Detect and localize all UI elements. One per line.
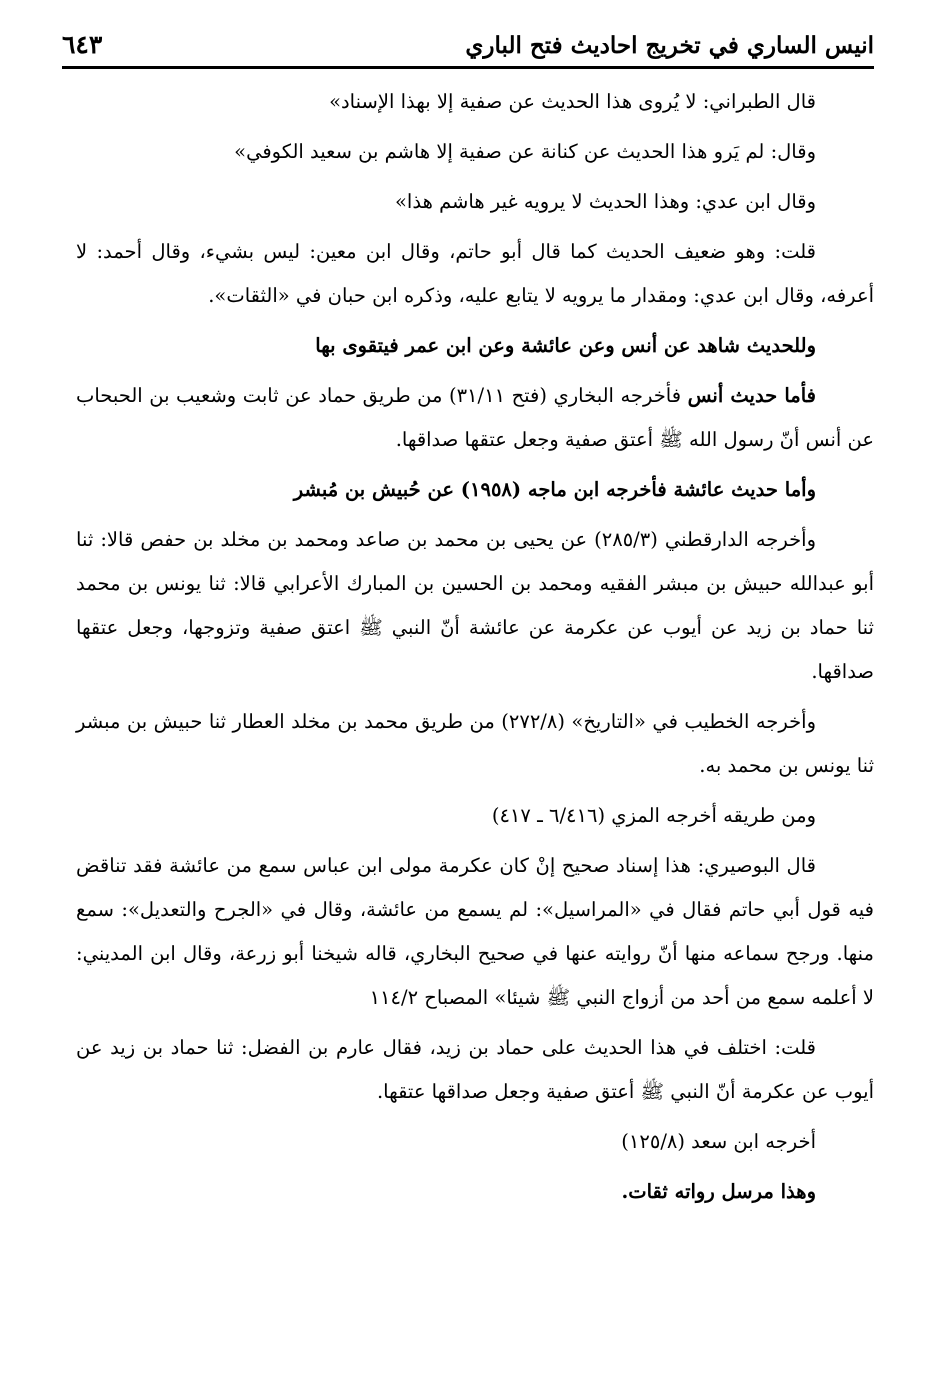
paragraph-shahid-heading: وللحديث شاهد عن أنس وعن عائشة وعن ابن عمر فيتقوى بها: [315, 334, 816, 357]
paragraph-ibn-adi: وقال ابن عدي: وهذا الحديث لا يرويه غير هاشم هذا»: [395, 190, 816, 213]
paragraph-tabarani: قال الطبراني: لا يُروى هذا الحديث عن صفية إلا بهذا الإسناد»: [329, 90, 816, 113]
paragraph-ibn-saad: أخرجه ابن سعد (١٢٥/٨): [621, 1130, 816, 1153]
header-rule: [62, 66, 874, 69]
page-number: ٦٤٣: [62, 30, 103, 59]
paragraph-mursal: وهذا مرسل رواته ثقات.: [621, 1180, 816, 1203]
paragraph-mizzi: ومن طريقه أخرجه المزي (٦/٤١٦ ـ ٤١٧): [491, 804, 816, 827]
paragraph-busiri: قال البوصيري: هذا إسناد صحيح إنْ كان عكرمة مولى ابن عباس سمع من عائشة فقد تناقض فيه قول أبي حاتم فقال في «المراسيل»: لم يسمع من عائشة، وقال في «الجرح والتعديل»: سمع منها. ورجح سماعه منها أنّ روايته عنها في صحيح البخاري، قاله شيخنا أبو زرعة، وقال ابن المديني: لا أعلمه سمع من أحد من أزواج النبي ﷺ شيئا» المصباح ١١٤/٢: [76, 854, 874, 1009]
page-header: [62, 22, 874, 66]
paragraph-qultu-1: قلت: وهو ضعيف الحديث كما قال أبو حاتم، وقال ابن معين: ليس بشيء، وقال أحمد: لا أعرفه، وقال ابن عدي: ومقدار ما يرويه لا يتابع عليه، وذكره ابن حبان في «الثقات».: [76, 240, 874, 307]
paragraph-tabarani-2: وقال: لم يَرو هذا الحديث عن كنانة عن صفية إلا هاشم بن سعيد الكوفي»: [234, 140, 816, 163]
paragraph-aisha: [76, 468, 874, 512]
paragraph-aisha-lead: وأما حديث عائشة: [673, 478, 816, 501]
paragraph-qultu-2: قلت: اختلف في هذا الحديث على حماد بن زيد، فقال عارم بن الفضل: ثنا حماد بن زيد عن أيوب عن عكرمة أنّ النبي ﷺ أعتق صفية وجعل صداقها عتقها.: [76, 1036, 874, 1103]
paragraph-daraqutni: وأخرجه الدارقطني (٢٨٥/٣) عن يحيى بن محمد بن صاعد ومحمد بن مخلد بن حفص قالا: ثنا أبو عبدالله حبيش بن مبشر الفقيه ومحمد بن الحسين بن المبارك الأعرابي قالا: ثنا يونس بن محمد ثنا حماد بن زيد عن أيوب عن عكرمة عن عائشة أنّ النبي ﷺ اعتق صفية وتزوجها، وجعل عتقها صداقها.: [76, 528, 874, 683]
paragraph-anas-lead: فأما حديث أنس: [687, 384, 816, 407]
paragraph-khatib: وأخرجه الخطيب في «التاريخ» (٢٧٢/٨) من طريق محمد بن مخلد العطار ثنا حبيش بن مبشر ثنا يونس بن محمد به.: [76, 710, 874, 777]
paragraph-anas-text: فأخرجه البخاري (فتح ٣١/١١) من طريق حماد عن ثابت وشعيب بن الحبحاب عن أنس أنّ رسول الله ﷺ أعتق صفية وجعل عتقها صداقها.: [76, 384, 874, 451]
page-body: [76, 80, 874, 1214]
running-title: انيس الساري في تخريج احاديث فتح الباري: [465, 32, 874, 59]
paragraph-anas: [76, 374, 874, 462]
paragraph-aisha-text: فأخرجه ابن ماجه (١٩٥٨) عن حُبيش بن مُبشر: [293, 478, 674, 501]
